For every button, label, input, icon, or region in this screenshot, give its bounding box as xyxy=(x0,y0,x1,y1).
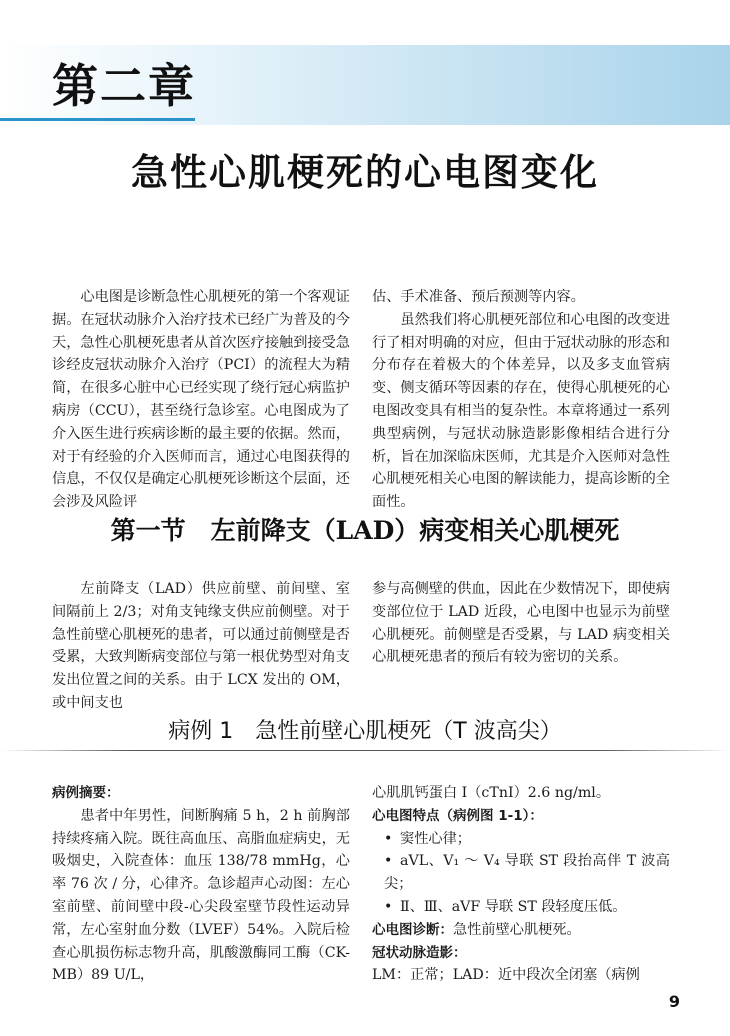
ecg-features-heading xyxy=(372,805,670,828)
case-right-column xyxy=(372,782,670,987)
chapter-underline xyxy=(0,118,195,121)
section-title: 第一节 左前降支（LAD）病变相关心肌梗死 xyxy=(110,516,620,545)
ecg-feature-item xyxy=(372,850,670,896)
angiography-text: LM：正常；LAD：近中段次全闭塞（病例 xyxy=(372,967,640,984)
case-title-rule xyxy=(0,750,730,751)
chapter-label: 第二章 xyxy=(52,59,196,113)
ecg-features-label: 心电图特点（病例图 1-1）： xyxy=(372,807,543,824)
page-number: 9 xyxy=(668,992,680,1011)
angiography-label: 冠状动脉造影： xyxy=(372,944,467,961)
case-left-column xyxy=(52,782,350,987)
ecg-diagnosis-text: 急性前壁心肌梗死。 xyxy=(453,921,581,938)
ecg-feature-text: 窦性心律； xyxy=(400,830,471,847)
bullet-icon: • xyxy=(384,830,393,847)
ecg-diagnosis xyxy=(372,919,670,942)
bullet-icon: • xyxy=(384,898,393,915)
intro-paragraph-2: 虽然我们将心肌梗死部位和心电图的改变进行了相对明确的对应，但由于冠状动脉的形态和分布存在着极大的个体差异，以及多支血管病变、侧支循环等因素的存在，使得心肌梗死的心电图改变具有相当的复杂性。本章将通过一系列典型病例，与冠状动脉造影影像相结合进行分析，旨在加深临床医师，尤其是介入医师对急性心肌梗死相关心电图的解读能力，提高诊断的全面性。 xyxy=(372,311,670,511)
case-title: 病例 1 急性前壁心肌梗死（T 波高尖） xyxy=(168,719,562,744)
ecg-feature-text: Ⅱ、Ⅲ、aVF 导联 ST 段轻度压低。 xyxy=(400,898,627,915)
angiography-heading xyxy=(372,942,670,965)
chapter-title: 急性心肌梗死的心电图变化 xyxy=(131,151,599,194)
section-paragraph: 左前降支（LAD）供应前壁、前间壁、室间隔前上 2/3；对角支钝缘支供应前侧壁。对于急性前壁心肌梗死的患者，可以通过前侧壁是否受累，大致判断病变部位与第一根优势型对角支发出位置之间的关系。由于 LCX 发出的 OM，或中间支也 xyxy=(52,581,350,711)
ecg-feature-item xyxy=(372,896,670,919)
section-paragraph-continuation: 参与高侧壁的供血，因此在少数情况下，即使病变部位位于 LAD 近段，心电图中也显示为前壁心肌梗死。前侧壁是否受累，与 LAD 病变相关心肌梗死患者的预后有较为密切的关系。 xyxy=(372,581,670,666)
case-summary-label: 病例摘要： xyxy=(52,785,120,801)
case-summary-text: 患者中年男性，间断胸痛 5 h，2 h 前胸部持续疼痛入院。既往高血压、高脂血症病史，无吸烟史，入院查体：血压 138/78 mmHg，心率 76 次 / 分，心律齐。急诊超声心动图：左心室前壁、前间壁中段-心尖段室壁节段性运动异常，左心室射血分数（LVEF）54%。入院后检查心肌损伤标志物升高，肌酸激酶同工酶（CK-MB）89 U/L， xyxy=(52,807,350,984)
ecg-feature-item xyxy=(372,828,670,851)
section-right-column xyxy=(372,578,670,669)
case-summary-heading xyxy=(52,782,350,805)
case-summary-continuation: 心肌肌钙蛋白 I（cTnI）2.6 ng/ml。 xyxy=(372,785,611,801)
intro-paragraph-1: 心电图是诊断急性心肌梗死的第一个客观证据。在冠状动脉介入治疗技术已经广为普及的今天，急性心肌梗死患者从首次医疗接触到接受急诊经皮冠状动脉介入治疗（PCI）的流程大为精简，在很多心脏中心已经实现了绕行冠心病监护病房（CCU），甚至绕行急诊室。心电图成为了介入医生进行疾病诊断的最主要的依据。然而，对于有经验的介入医师而言，通过心电图获得的信息，不仅仅是确定心肌梗死诊断这个层面，还会涉及风险评 xyxy=(52,289,350,511)
intro-paragraph-1-continuation: 估、手术准备、预后预测等内容。 xyxy=(372,289,585,305)
bullet-icon: • xyxy=(384,853,393,870)
intro-right-column xyxy=(372,286,670,514)
ecg-feature-text: aVL、V₁ ～ V₄ 导联 ST 段抬高伴 T 波高尖； xyxy=(384,853,670,893)
ecg-diagnosis-label: 心电图诊断： xyxy=(372,921,453,938)
section-left-column xyxy=(52,578,350,715)
intro-left-column xyxy=(52,286,350,514)
